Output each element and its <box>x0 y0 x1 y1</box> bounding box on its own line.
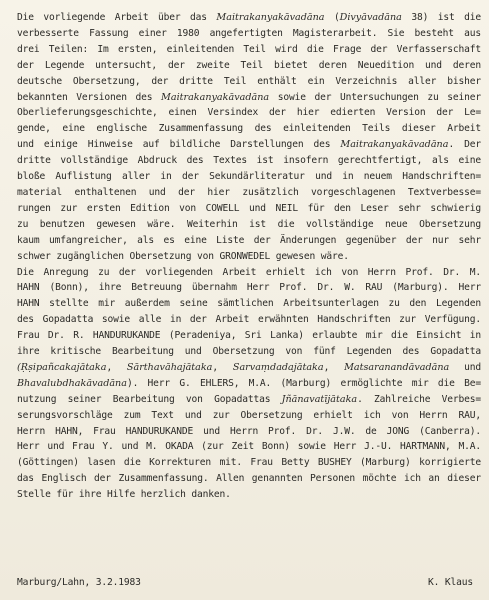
text-segment: . Zahlreiche Verbes= <box>357 393 481 405</box>
text-segment: das Englisch der Zusammenfassung. Allen genannten Personen möchte ich an dieser <box>17 473 481 485</box>
text-line <box>17 408 481 424</box>
text-line <box>17 74 481 90</box>
italic-term: Maitrakanyakāvadāna <box>340 139 449 151</box>
text-line <box>17 376 481 392</box>
text-line <box>17 185 481 201</box>
text-segment: Herrn HAHN, Frau HANDURUKANDE und Herrn Prof. Dr. J.W. de JONG (Canberra). <box>17 425 481 437</box>
text-line <box>17 90 481 106</box>
text-line <box>17 296 481 312</box>
text-segment: 38) ist die <box>401 12 482 23</box>
italic-term: Maitrakanyakāvadāna <box>216 12 325 23</box>
text-segment: Stelle für ihre Hilfe herzlich danken. <box>17 489 231 501</box>
text-line <box>17 42 481 58</box>
text-segment: sowie der Untersuchungen zu seiner <box>269 91 481 103</box>
text-line <box>17 439 481 455</box>
text-segment: und einige Hinweise auf bildliche Darstellungen des <box>17 139 341 151</box>
text-segment: Oberlieferungsgeschichte, einen Versindex der hier edierten Version der Le= <box>17 107 481 119</box>
text-line <box>17 10 481 26</box>
text-line <box>17 137 481 153</box>
text-line <box>17 424 481 440</box>
text-line <box>17 360 481 376</box>
text-segment: , <box>212 361 233 373</box>
text-line <box>17 344 481 360</box>
text-line <box>17 121 481 137</box>
italic-term: Divyāvadāna <box>339 12 402 23</box>
text-line <box>17 233 481 249</box>
text-segment: schwer zugänglichen Obersetzung von GRONWEDEL gewesen wäre. <box>17 250 349 262</box>
text-segment: HAHN stellte mir außerdem seine sämtlichen Arbeitsunterlagen zu den Legenden <box>17 298 481 310</box>
text-segment: material enthaltenen und der hier zusätzlich vorgeschlagenen Textverbesse= <box>17 186 481 198</box>
italic-term: Sārthavāhajātaka <box>126 361 213 373</box>
text-segment: der Legende untersucht, der zweite Teil bietet deren Neuedition und deren <box>17 59 481 71</box>
text-line <box>17 58 481 74</box>
acknowledgements-paragraph <box>17 265 481 504</box>
text-segment: (Göttingen) lasen die Korrekturen mit. Frau Betty BUSHEY (Marburg) korrigierte <box>17 457 481 469</box>
text-segment: , <box>323 361 345 373</box>
text-line <box>17 487 481 503</box>
text-segment: bloße Auflistung aller in der Sekundärliteratur und in neuem Handschriften= <box>17 171 481 183</box>
text-segment: HAHN (Bonn), ihre Betreuung übernahm Herr Prof. Dr. W. RAU (Marburg). Herr <box>17 282 481 294</box>
text-segment: Die vorliegende Arbeit über das <box>17 12 217 23</box>
place-date: Marburg/Lahn, 3.2.1983 <box>17 577 141 588</box>
text-segment: des Gopadatta sowie alle in der Arbeit erwähnten Handschriften zur Verfügung. <box>17 314 481 326</box>
text-line <box>17 169 481 185</box>
text-line <box>17 153 481 169</box>
text-segment: serungsvorschläge zum Text und zur Obersetzung erhielt ich von Herrn RAU, <box>17 409 481 421</box>
text-segment: drei Teilen: Im ersten, einleitenden Teil wird die Frage der Verfasserschaft <box>17 43 481 55</box>
italic-term: ( <box>17 361 21 373</box>
text-segment: , <box>106 361 127 373</box>
text-segment: nutzung seiner Bearbeitung von Gopadattas <box>17 393 282 405</box>
text-segment: zu benutzen gewesen wäre. Weiterhin ist die vollständige neue Obersetzung <box>17 218 481 230</box>
preface-paragraph <box>17 10 481 265</box>
text-line <box>17 328 481 344</box>
author-name: K. Klaus <box>427 577 473 588</box>
text-segment: deutsche Obersetzung, der dritte Teil enthält ein Verzeichnis aller bisher <box>17 75 481 87</box>
signature-block <box>17 575 481 591</box>
text-line <box>17 280 481 296</box>
text-line <box>17 105 481 121</box>
text-line <box>17 265 481 281</box>
text-segment: Frau Dr. R. HANDURUKANDE (Peradeniya, Sri Lanka) erlaubte mir die Einsicht in <box>17 330 481 342</box>
italic-term: Bhavalubdhakāvadāna <box>17 377 127 389</box>
text-line <box>17 312 481 328</box>
text-segment: kaum umfangreicher, als es eine Liste der Änderungen gegenüber der nur sehr <box>17 234 481 246</box>
body-text <box>17 10 481 503</box>
text-line <box>17 471 481 487</box>
text-segment: . Der <box>448 139 481 151</box>
text-segment: und <box>449 361 481 373</box>
text-segment: ihre kritische Bearbeitung und Obersetzung von fünf Legenden des Gopadatta <box>17 346 481 358</box>
text-segment: verbesserte Fassung einer 1980 angefertigten Magisterarbeit. Sie besteht aus <box>17 27 481 39</box>
text-segment: dritte vollständige Abdruck des Textes ist insofern gerechtfertigt, als eine <box>17 155 481 167</box>
italic-term: Matsaranandāvadāna <box>344 361 450 373</box>
text-line <box>17 392 481 408</box>
italic-term: Ṛṣipañcakajātaka <box>20 361 107 373</box>
text-segment: ). Herr G. EHLERS, M.A. (Marburg) ermöglichte mir die Be= <box>126 377 481 389</box>
italic-term: Sarvaṃdadajātaka <box>232 361 324 373</box>
text-line <box>17 249 481 265</box>
text-line <box>17 455 481 471</box>
text-line <box>17 201 481 217</box>
text-segment: bekannten Versionen des <box>17 91 162 103</box>
text-segment: Die Anregung zu der vorliegenden Arbeit erhielt ich von Herrn Prof. Dr. M. <box>17 266 481 278</box>
italic-term: Jñānavatījātaka <box>281 393 358 405</box>
text-segment: rungen zur ersten Edition von COWELL und NEIL für den Leser sehr schwierig <box>17 202 481 214</box>
text-line <box>17 26 481 42</box>
text-segment: ( <box>324 12 340 23</box>
text-line <box>17 217 481 233</box>
text-segment: Herr und Frau Y. und M. OKADA (zur Zeit Bonn) sowie Herr J.-U. HARTMANN, M.A. <box>17 441 481 453</box>
text-segment: gende, eine englische Zusammenfassung des einleitenden Teils dieser Arbeit <box>17 123 481 135</box>
italic-term: Maitrakanyakāvadāna <box>161 91 270 103</box>
